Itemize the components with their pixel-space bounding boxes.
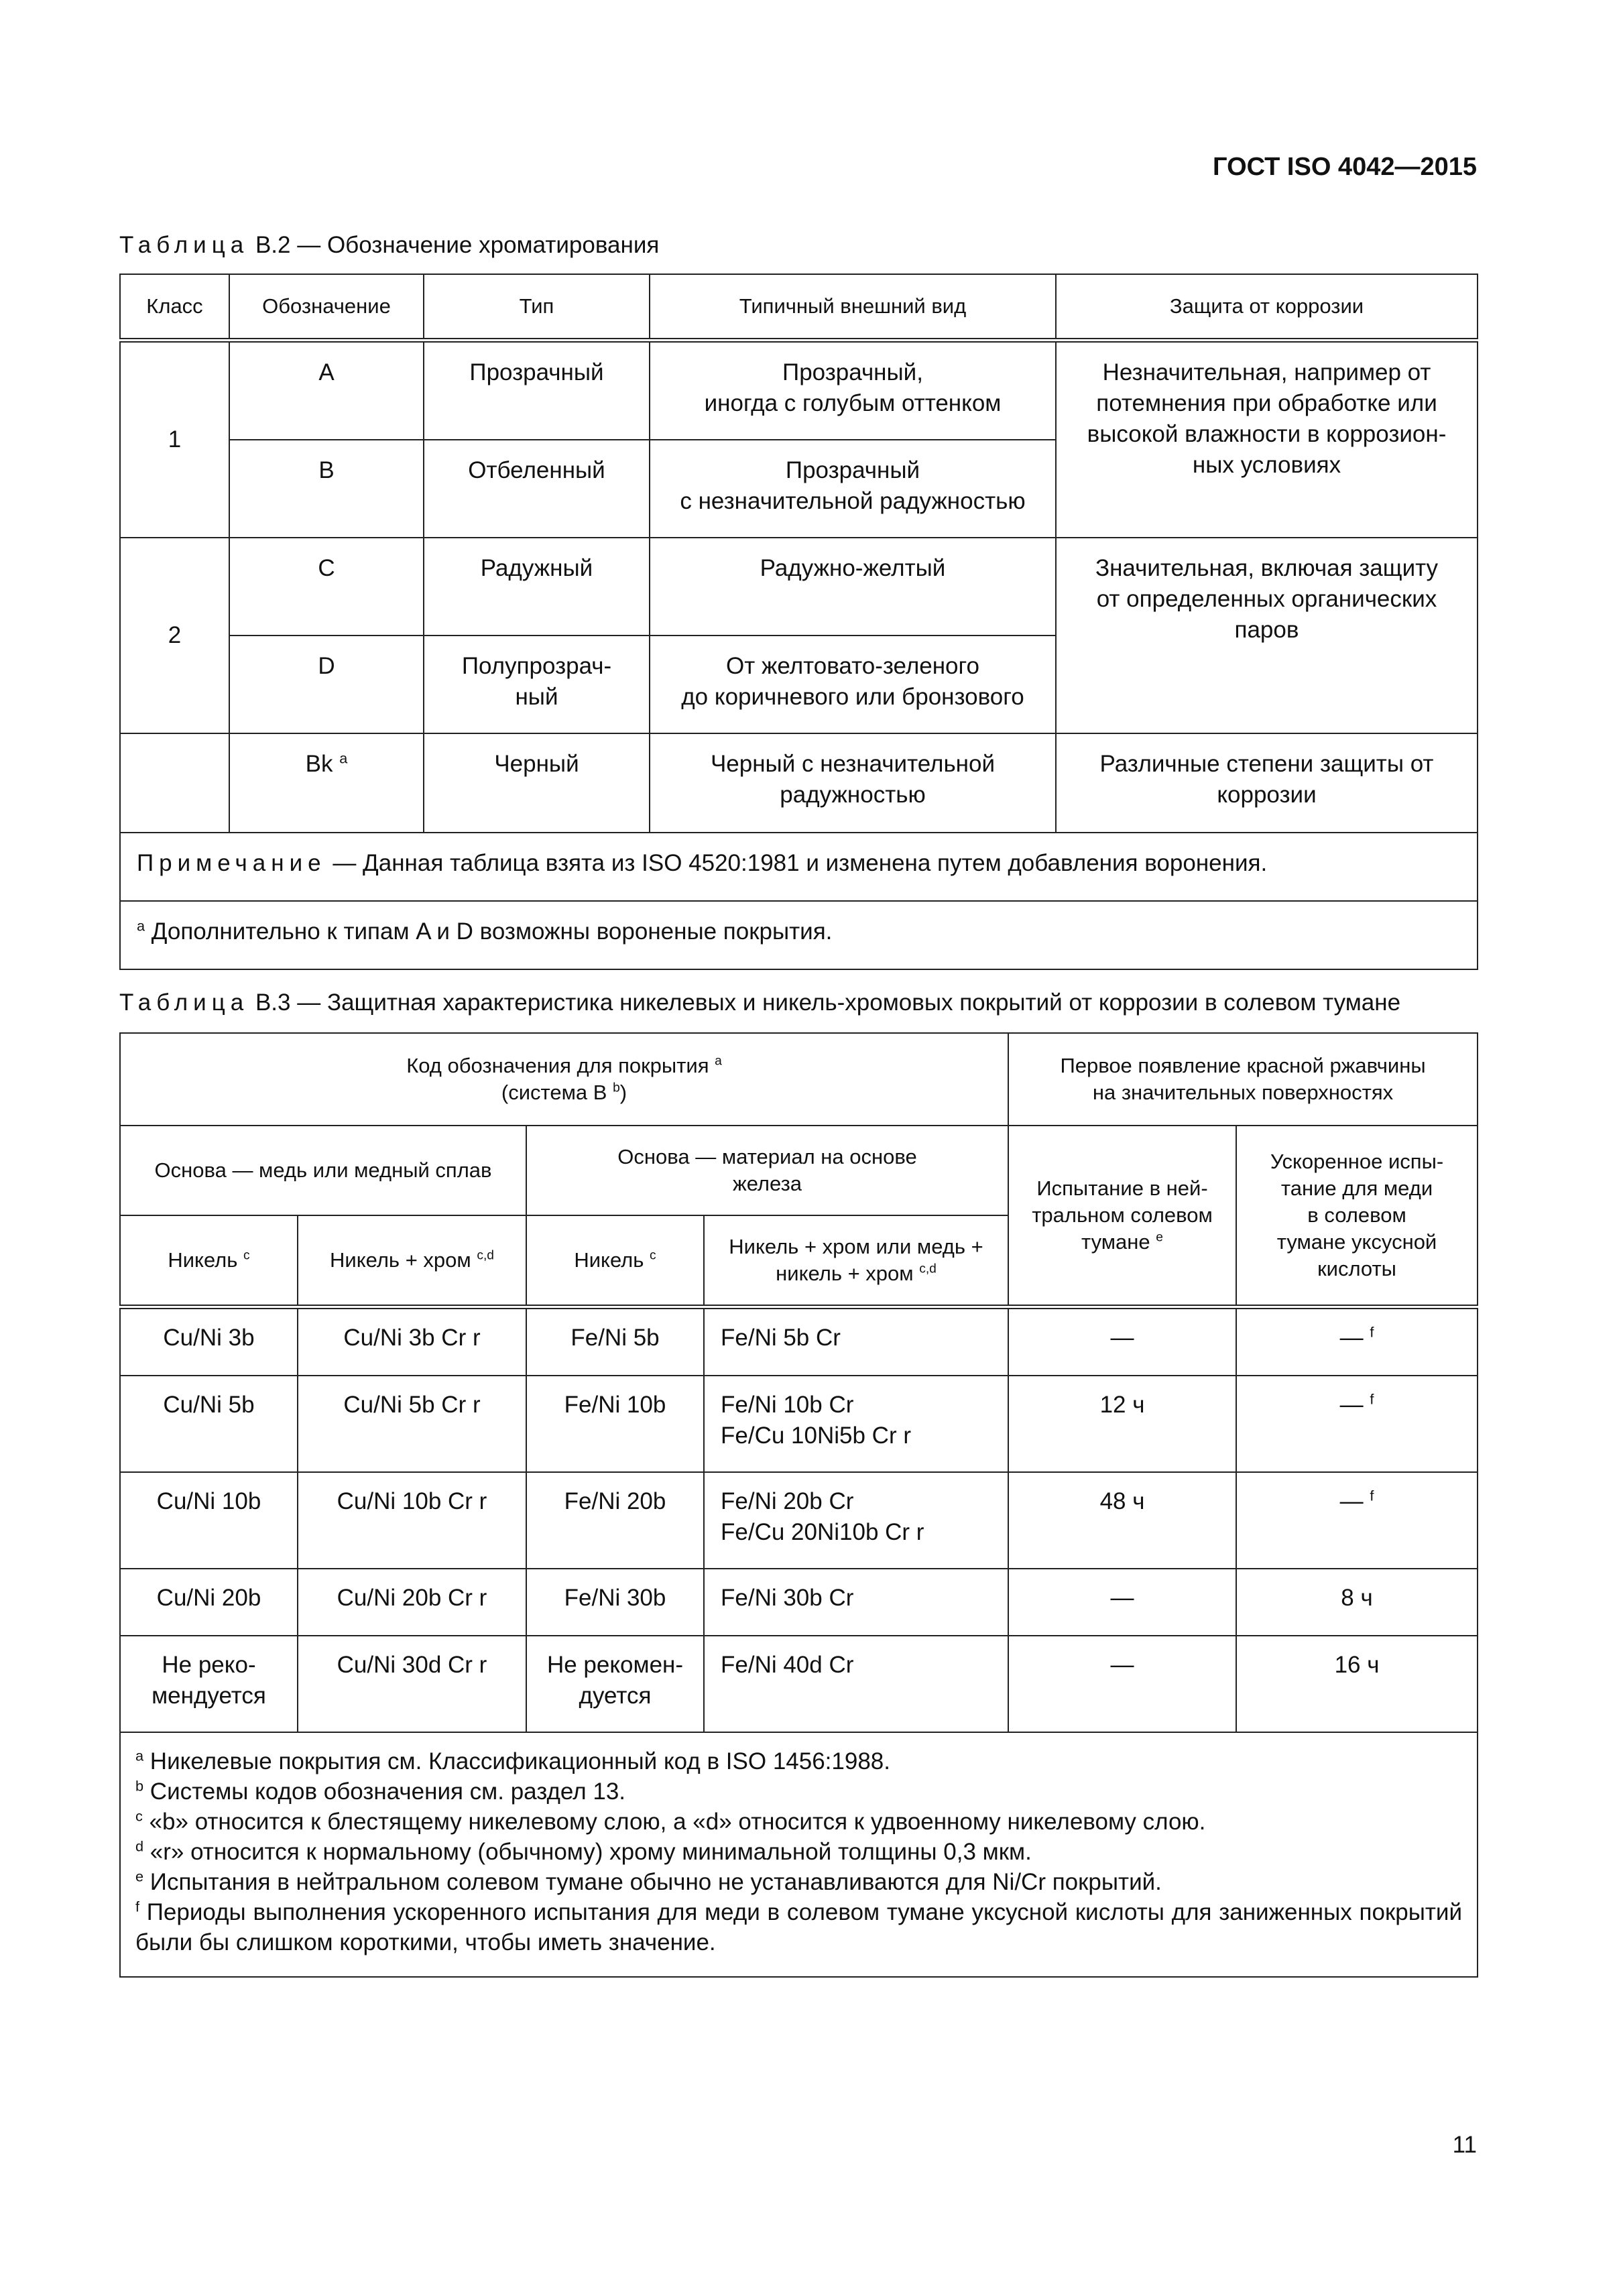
header-nickel: Никель $^c$	[120, 1215, 298, 1307]
appearance-cell: Прозрачный, иногда с голубым оттенком	[650, 341, 1056, 440]
footnote: $^c$ «b» относится к блестящему никелевому слою, а «d» относится к удвоенному никелевому слою.	[135, 1807, 1206, 1835]
table-cell: Cu/Ni 10b Cr r	[298, 1472, 526, 1569]
type-cell: Отбеленный	[424, 440, 650, 538]
table3-header-row	[120, 1033, 1478, 1126]
table2-caption-prefix: Таблица	[119, 232, 249, 258]
designation-cell: A	[229, 341, 424, 440]
table2-header-type: Тип	[424, 274, 650, 341]
table2-caption-text: В.2 — Обозначение хроматирования	[249, 232, 660, 258]
table-cell: Fe/Ni 10b Cr Fe/Cu 10Ni5b Cr r	[704, 1376, 1008, 1472]
footnote: $^f$ Периоды выполнения ускоренного испытания для меди в солевом тумане уксусной кислоты для заниженных покрытий были бы слишком короткими, чтобы иметь значение.	[135, 1898, 1463, 1955]
type-cell: Радужный	[424, 538, 650, 636]
table-cell: Fe/Ni 40d Cr	[704, 1636, 1008, 1732]
footnote: $^e$ Испытания в нейтральном солевом тумане обычно не устанавливаются для Ni/Cr покрытий.	[135, 1868, 1162, 1895]
table2-caption	[119, 232, 659, 259]
type-cell: Прозрачный	[424, 341, 650, 440]
table-row	[120, 341, 1478, 440]
table3-caption	[119, 989, 1400, 1016]
table-cell: Cu/Ni 3b Cr r	[298, 1307, 526, 1376]
table-cell: 48 ч	[1008, 1472, 1236, 1569]
class-cell: 1	[120, 341, 229, 538]
table2-header-row	[120, 274, 1478, 341]
class-cell: 2	[120, 538, 229, 733]
table-cell: Cu/Ni 5b	[120, 1376, 298, 1472]
type-cell: Полупрозрач- ный	[424, 636, 650, 733]
table-cell: 8 ч	[1236, 1569, 1478, 1636]
appearance-cell: От желтовато-зеленого до коричневого или бронзового	[650, 636, 1056, 733]
table-cell: 16 ч	[1236, 1636, 1478, 1732]
protection-cell: Незначительная, например от потемнения при обработке или высокой влажности в коррозион- ных условиях	[1056, 341, 1478, 538]
table2-header-designation: Обозначение	[229, 274, 424, 341]
header-iron-base: Основа — материал на основе железа	[526, 1126, 1008, 1215]
table3-notes-row	[120, 1732, 1478, 1977]
table-cell: Fe/Ni 30b Cr	[704, 1569, 1008, 1636]
table-cell: — $^f$	[1236, 1307, 1478, 1376]
header-red-rust: Первое появление красной ржавчины на значительных поверхностях	[1008, 1033, 1478, 1126]
designation-cell: C	[229, 538, 424, 636]
protection-cell: Различные степени защиты от коррозии	[1056, 733, 1478, 833]
table-cell: Не реко- мендуется	[120, 1636, 298, 1732]
class-cell	[120, 733, 229, 833]
table-row	[120, 1472, 1478, 1569]
table-cell: Не рекомен- дуется	[526, 1636, 704, 1732]
header-copper-base: Основа — медь или медный сплав	[120, 1126, 526, 1215]
table3-caption-prefix: Таблица	[119, 989, 249, 1016]
table-cell: Fe/Ni 20b	[526, 1472, 704, 1569]
header-coating-code: Код обозначения для покрытия $^a$ (система B $^b$)	[120, 1033, 1008, 1126]
table-cell: Cu/Ni 3b	[120, 1307, 298, 1376]
table-row	[120, 1569, 1478, 1636]
table3-header-row	[120, 1126, 1478, 1215]
table-row	[120, 733, 1478, 833]
table2-note-row	[120, 833, 1478, 901]
header-nickel: Никель $^c$	[526, 1215, 704, 1307]
document-standard-number: ГОСТ ISO 4042—2015	[1213, 153, 1477, 181]
table-cell: Fe/Ni 5b Cr	[704, 1307, 1008, 1376]
designation-cell: B	[229, 440, 424, 538]
table-row	[120, 538, 1478, 636]
table-cell: Cu/Ni 30d Cr r	[298, 1636, 526, 1732]
table2-footnote-row	[120, 901, 1478, 969]
table-cell: — $^f$	[1236, 1472, 1478, 1569]
table2-note: Примечание — Данная таблица взята из ISO 4520:1981 и изменена путем добавления воронения.	[120, 833, 1478, 901]
table2-footnote: $^a$ Дополнительно к типам A и D возможны вороненые покрытия.	[120, 901, 1478, 969]
designation-cell: Bk $^a$	[229, 733, 424, 833]
appearance-cell: Прозрачный с незначительной радужностью	[650, 440, 1056, 538]
table-cell: —	[1008, 1636, 1236, 1732]
page-number: 11	[1452, 2132, 1477, 2158]
designation-cell: D	[229, 636, 424, 733]
table-cell: 12 ч	[1008, 1376, 1236, 1472]
table-cell: Cu/Ni 5b Cr r	[298, 1376, 526, 1472]
footnote: $^d$ «r» относится к нормальному (обычному) хрому минимальной толщины 0,3 мкм.	[135, 1837, 1032, 1865]
table-cell: Fe/Ni 20b Cr Fe/Cu 20Ni10b Cr r	[704, 1472, 1008, 1569]
table-row	[120, 1307, 1478, 1376]
table-cell: —	[1008, 1569, 1236, 1636]
footnote: $^b$ Системы кодов обозначения см. раздел 13.	[135, 1777, 626, 1805]
table-cell: Fe/Ni 10b	[526, 1376, 704, 1472]
table3-caption-text: В.3 — Защитная характеристика никелевых и никель-хромовых покрытий от коррозии в солевом тумане	[249, 989, 1401, 1016]
footnote: $^a$ Никелевые покрытия см. Классификационный код в ISO 1456:1988.	[135, 1747, 890, 1774]
appearance-cell: Черный с незначительной радужностью	[650, 733, 1056, 833]
table-row	[120, 1376, 1478, 1472]
chromating-designation-table	[119, 274, 1478, 970]
table2-header-class: Класс	[120, 274, 229, 341]
header-neutral-salt-spray: Испытание в ней- тральном солевом тумане $^e$	[1008, 1126, 1236, 1307]
table-cell: Cu/Ni 20b	[120, 1569, 298, 1636]
table-cell: Cu/Ni 10b	[120, 1472, 298, 1569]
table-cell: — $^f$	[1236, 1376, 1478, 1472]
table-cell: Fe/Ni 30b	[526, 1569, 704, 1636]
salt-spray-corrosion-table	[119, 1032, 1478, 1978]
header-accelerated-test: Ускоренное испы- тание для меди в солевом тумане уксусной кислоты	[1236, 1126, 1478, 1307]
table-row	[120, 1636, 1478, 1732]
table-cell: —	[1008, 1307, 1236, 1376]
header-nickel-chrome-or-copper: Никель + хром или медь + никель + хром $^{c,d}$	[704, 1215, 1008, 1307]
table3-footnotes	[120, 1732, 1478, 1977]
table-cell: Cu/Ni 20b Cr r	[298, 1569, 526, 1636]
header-nickel-chrome: Никель + хром $^{c,d}$	[298, 1215, 526, 1307]
appearance-cell: Радужно-желтый	[650, 538, 1056, 636]
table2-header-appearance: Типичный внешний вид	[650, 274, 1056, 341]
type-cell: Черный	[424, 733, 650, 833]
table-cell: Fe/Ni 5b	[526, 1307, 704, 1376]
protection-cell: Значительная, включая защиту от определенных органических паров	[1056, 538, 1478, 733]
table2-header-protection: Защита от коррозии	[1056, 274, 1478, 341]
